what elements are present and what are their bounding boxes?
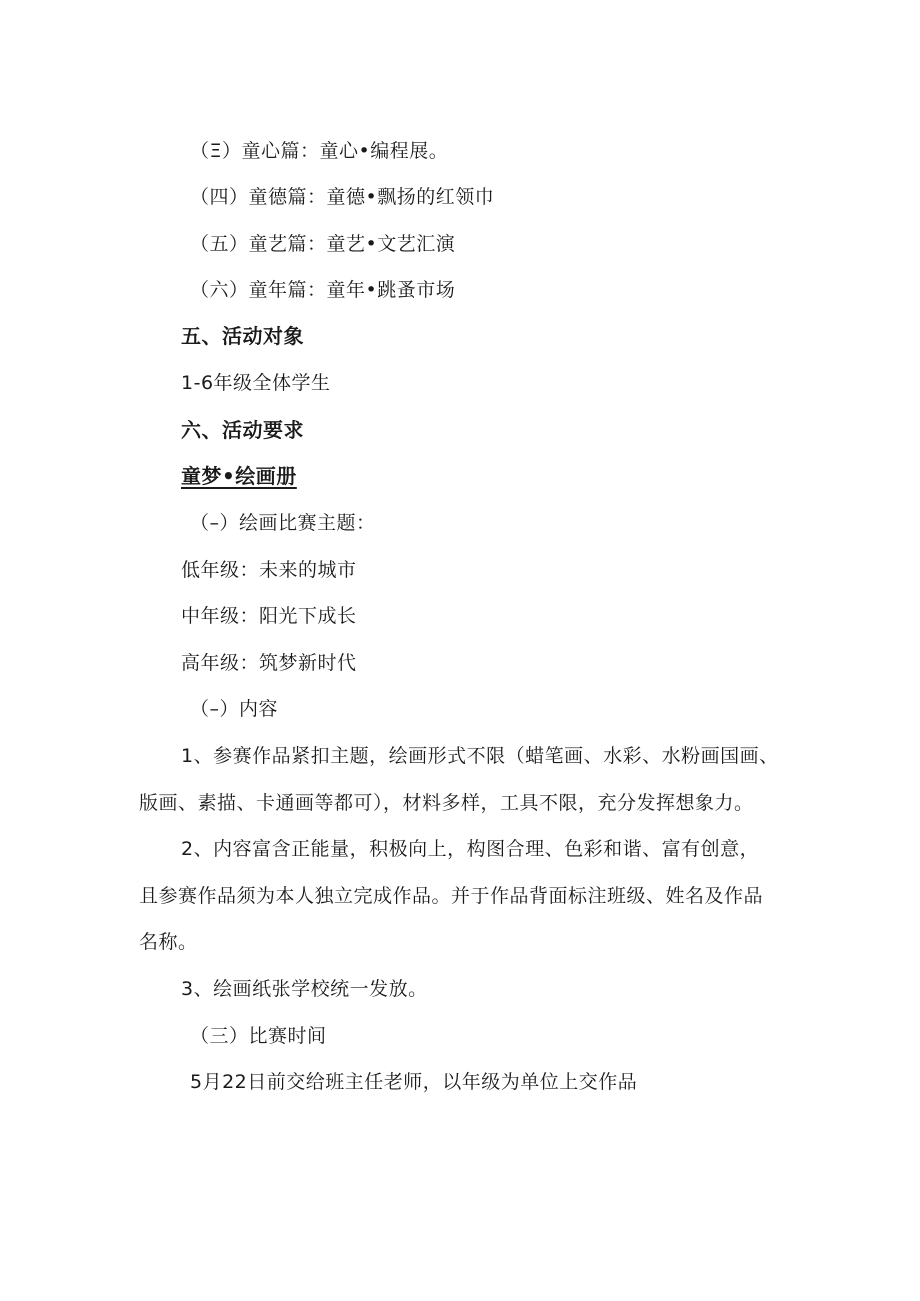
- theme-line: 中年级：阳光下成长: [181, 605, 357, 627]
- paragraph-line: 3、绘画纸张学校统一发放。: [181, 978, 428, 1000]
- body-text: 5月22日前交给班主任老师，以年级为单位上交作品: [190, 1071, 638, 1093]
- paragraph-line: 1、参赛作品紧扣主题，绘画形式不限（蜡笔画、水彩、水粉画国画、: [181, 745, 779, 767]
- section-heading: 六、活动要求: [181, 418, 304, 442]
- theme-line: 低年级：未来的城市: [181, 559, 357, 581]
- paragraph-line: 且参赛作品须为本人独立完成作品。并于作品背面标注班级、姓名及作品: [139, 885, 764, 907]
- subsection-title: （–）绘画比赛主题：: [190, 512, 376, 534]
- subsection-title: （三）比赛时间: [190, 1025, 327, 1047]
- section-heading: 五、活动对象: [181, 324, 304, 348]
- subheading: 童梦•绘画册: [181, 464, 297, 488]
- body-text: 1-6年级全体学生: [181, 372, 331, 394]
- item-line: （六）童年篇：童年•跳蚤市场: [190, 279, 456, 301]
- item-line: （四）童德篇：童德•飘扬的红领巾: [190, 186, 495, 208]
- item-line: （五）童艺篇：童艺•文艺汇演: [190, 233, 456, 255]
- subsection-title: （–）内容: [190, 698, 279, 720]
- theme-line: 高年级：筑梦新时代: [181, 652, 357, 674]
- item-line: （Ξ）童心篇：童心•编程展。: [190, 140, 449, 162]
- paragraph-line: 2、内容富含正能量，积极向上，构图合理、色彩和谐、富有创意，: [181, 838, 760, 860]
- paragraph-line: 名称。: [139, 931, 198, 953]
- paragraph-line: 版画、素描、卡通画等都可），材料多样，工具不限，充分发挥想象力。: [139, 792, 754, 814]
